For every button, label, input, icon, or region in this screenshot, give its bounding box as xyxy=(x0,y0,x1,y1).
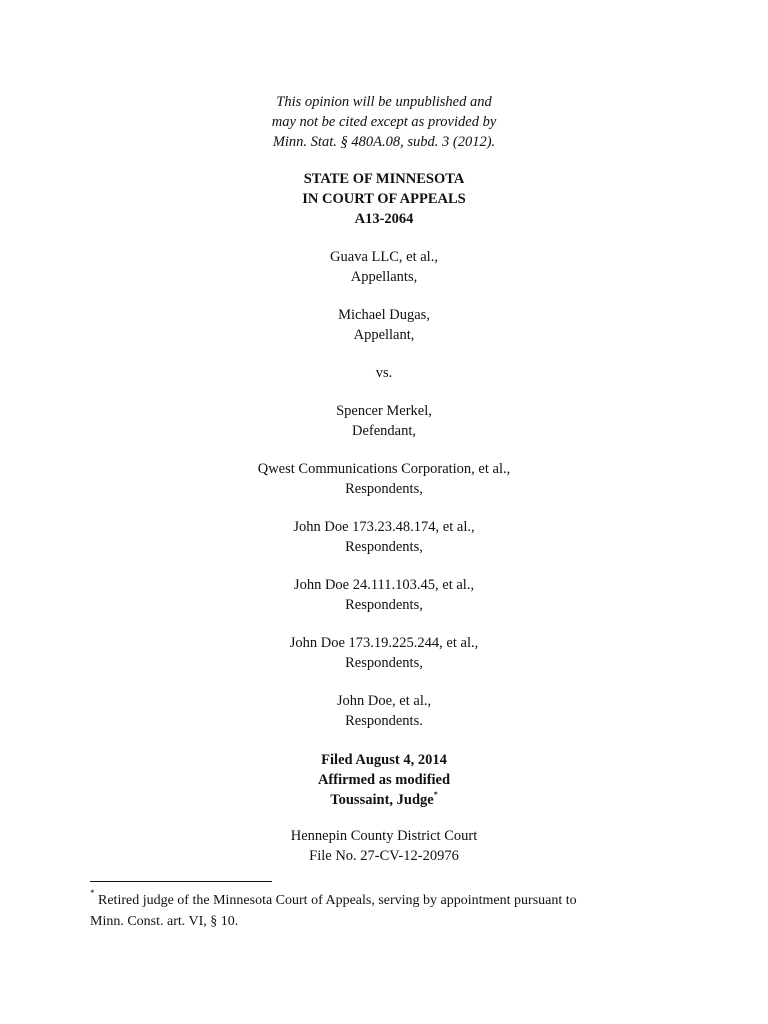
party-name: John Doe 173.23.48.174, et al., xyxy=(293,519,475,535)
party-block xyxy=(0,691,768,731)
party-role: Respondents, xyxy=(345,539,423,555)
state-name: STATE OF MINNESOTA xyxy=(303,171,465,187)
party-name: Guava LLC, et al., xyxy=(330,249,438,265)
footnote-divider xyxy=(90,881,272,882)
party-block xyxy=(0,633,768,673)
judge-name: Toussaint, Judge xyxy=(330,792,434,808)
party-block xyxy=(0,247,768,287)
lower-court-file-number: File No. 27-CV-12-20976 xyxy=(309,848,459,864)
party-role: Respondents, xyxy=(345,481,423,497)
lower-court-name: Hennepin County District Court xyxy=(290,828,478,844)
footnote-text-1: Retired judge of the Minnesota Court of Appeals, serving by appointment pursuant to xyxy=(98,893,577,908)
lower-court-block xyxy=(0,826,768,866)
notice-line-3: Minn. Stat. § 480A.08, subd. 3 (2012). xyxy=(272,134,496,150)
filing-block xyxy=(0,750,768,810)
footnote-text-2: Minn. Const. art. VI, § 10. xyxy=(90,914,239,929)
party-name: John Doe 24.111.103.45, et al., xyxy=(293,577,475,593)
versus-label: vs. xyxy=(375,365,393,381)
footnote-mark: * xyxy=(90,888,95,899)
party-block xyxy=(0,459,768,499)
party-name: Qwest Communications Corporation, et al., xyxy=(257,461,511,477)
publication-notice xyxy=(0,92,768,152)
footnote-reference: * xyxy=(433,790,438,800)
filed-date: Filed August 4, 2014 xyxy=(321,752,447,768)
party-role: Defendant, xyxy=(351,423,416,439)
party-block xyxy=(0,401,768,441)
party-role: Appellant, xyxy=(353,327,415,343)
case-heading xyxy=(0,169,768,229)
party-block xyxy=(0,575,768,615)
party-name: Spencer Merkel, xyxy=(336,403,432,419)
party-name: John Doe, et al., xyxy=(336,693,432,709)
authoring-judge xyxy=(0,790,768,810)
party-block xyxy=(0,305,768,345)
footnote-line-1 xyxy=(90,890,690,911)
party-name: John Doe 173.19.225.244, et al., xyxy=(289,635,479,651)
notice-line-1: This opinion will be unpublished and xyxy=(276,94,492,110)
party-block xyxy=(0,517,768,557)
party-role: Respondents. xyxy=(345,713,423,729)
court-name: IN COURT OF APPEALS xyxy=(302,191,466,207)
party-role: Respondents, xyxy=(345,597,423,613)
party-role: Appellants, xyxy=(350,269,418,285)
case-caption xyxy=(0,247,768,749)
party-name: Michael Dugas, xyxy=(338,307,430,323)
party-role: Respondents, xyxy=(345,655,423,671)
disposition: Affirmed as modified xyxy=(317,772,451,788)
case-number: A13-2064 xyxy=(354,211,414,227)
footnote xyxy=(90,890,690,932)
notice-line-2: may not be cited except as provided by xyxy=(271,114,497,130)
